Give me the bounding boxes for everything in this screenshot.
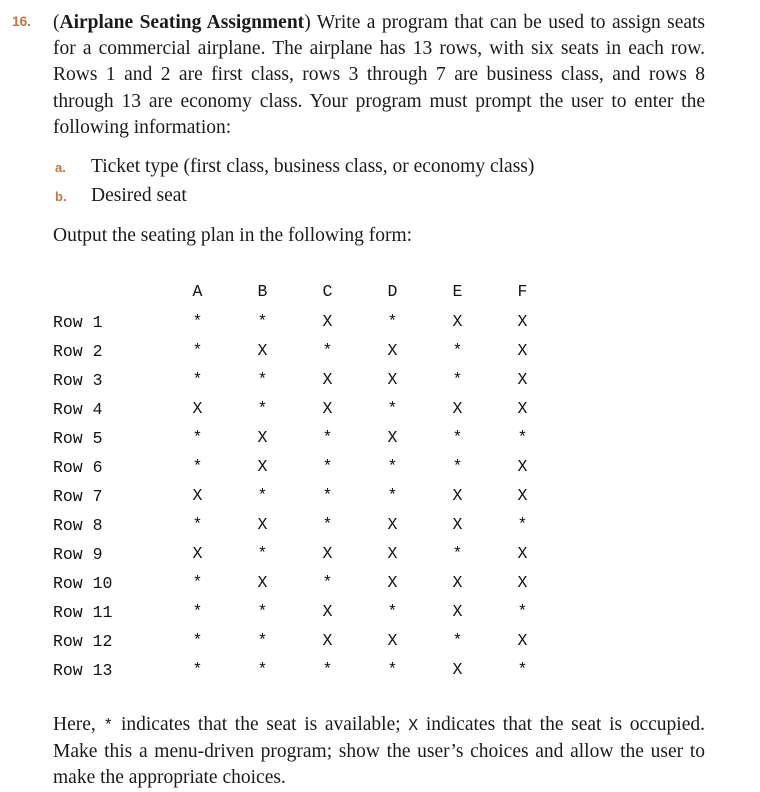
table-row — [53, 627, 555, 656]
list-item-label: Ticket type (first class, business class, or economy class) — [91, 156, 535, 178]
seating-chart-table — [53, 275, 555, 685]
row-label: Row 1 — [53, 313, 103, 333]
seat-cell-c3: X — [322, 370, 333, 390]
closing-paragraph — [53, 712, 705, 792]
seat-cell-e5: * — [452, 428, 463, 448]
seat-cell-c13: * — [322, 660, 333, 680]
seat-cell-b12: * — [257, 631, 268, 651]
seat-cell-d10: X — [387, 573, 398, 593]
table-row — [53, 656, 555, 685]
closing-text-part2: indicates that the seat is available; — [113, 714, 409, 736]
exercise-intro-paragraph — [53, 10, 705, 141]
seat-cell-a1: * — [192, 312, 203, 332]
seat-cell-f2: X — [517, 341, 528, 361]
seat-cell-f4: X — [517, 399, 528, 419]
seat-cell-a11: * — [192, 602, 203, 622]
seat-cell-d11: * — [387, 602, 398, 622]
column-header-b: B — [257, 282, 268, 302]
table-row — [53, 424, 555, 453]
seat-cell-e9: * — [452, 544, 463, 564]
exercise-block — [0, 10, 760, 792]
corner-cell — [53, 275, 165, 308]
seat-cell-a12: * — [192, 631, 203, 651]
row-label: Row 3 — [53, 371, 103, 391]
column-header-d: D — [387, 282, 398, 302]
list-item-marker: b. — [55, 189, 67, 205]
seat-cell-e7: X — [452, 486, 463, 506]
requirements-list — [53, 152, 705, 210]
seat-cell-a13: * — [192, 660, 203, 680]
seat-cell-d3: X — [387, 370, 398, 390]
seating-chart-header-row — [53, 275, 555, 308]
row-label: Row 12 — [53, 632, 113, 652]
seat-cell-b1: * — [257, 312, 268, 332]
table-row — [53, 540, 555, 569]
seat-cell-f6: X — [517, 457, 528, 477]
column-header-f: F — [517, 282, 528, 302]
table-row — [53, 482, 555, 511]
seat-cell-e13: X — [452, 660, 463, 680]
seat-cell-e12: * — [452, 631, 463, 651]
occupied-symbol: X — [408, 716, 419, 736]
seat-cell-f13: * — [517, 660, 528, 680]
column-header-e: E — [452, 282, 463, 302]
seat-cell-b4: * — [257, 399, 268, 419]
available-symbol: * — [103, 716, 114, 736]
seat-cell-e4: X — [452, 399, 463, 419]
list-item-label: Desired seat — [91, 185, 187, 207]
table-row — [53, 511, 555, 540]
seat-cell-a7: X — [192, 486, 203, 506]
seat-cell-a6: * — [192, 457, 203, 477]
seat-cell-f8: * — [517, 515, 528, 535]
seat-cell-e11: X — [452, 602, 463, 622]
column-header-c: C — [322, 282, 333, 302]
seat-cell-c11: X — [322, 602, 333, 622]
table-row — [53, 453, 555, 482]
seating-chart-body — [53, 308, 555, 685]
seat-cell-c9: X — [322, 544, 333, 564]
seat-cell-b13: * — [257, 660, 268, 680]
seat-cell-c8: * — [322, 515, 333, 535]
seat-cell-e6: * — [452, 457, 463, 477]
seat-cell-e8: X — [452, 515, 463, 535]
seat-cell-c2: * — [322, 341, 333, 361]
table-row — [53, 337, 555, 366]
seat-cell-e3: * — [452, 370, 463, 390]
row-label: Row 8 — [53, 516, 103, 536]
seat-cell-d7: * — [387, 486, 398, 506]
seat-cell-d4: * — [387, 399, 398, 419]
exercise-number: 16. — [12, 13, 31, 29]
seat-cell-b3: * — [257, 370, 268, 390]
seat-cell-b5: X — [257, 428, 268, 448]
seat-cell-a10: * — [192, 573, 203, 593]
seat-cell-b6: X — [257, 457, 268, 477]
seat-cell-f5: * — [517, 428, 528, 448]
seat-cell-d13: * — [387, 660, 398, 680]
seat-cell-d6: * — [387, 457, 398, 477]
table-row — [53, 366, 555, 395]
seat-cell-b11: * — [257, 602, 268, 622]
seating-chart-head — [53, 275, 555, 308]
seat-cell-f12: X — [517, 631, 528, 651]
title-open-paren: ( — [53, 12, 60, 33]
list-item — [53, 152, 705, 181]
seat-cell-f1: X — [517, 312, 528, 332]
row-label: Row 4 — [53, 400, 103, 420]
closing-text-part1: Here, — [53, 714, 104, 736]
seat-cell-b2: X — [257, 341, 268, 361]
seat-cell-c7: * — [322, 486, 333, 506]
seat-cell-b7: * — [257, 486, 268, 506]
seat-cell-d5: X — [387, 428, 398, 448]
seat-cell-f11: * — [517, 602, 528, 622]
seating-plan-block — [53, 275, 705, 685]
table-row — [53, 395, 555, 424]
seat-cell-e10: X — [452, 573, 463, 593]
seat-cell-f9: X — [517, 544, 528, 564]
row-label: Row 2 — [53, 342, 103, 362]
seat-cell-d8: X — [387, 515, 398, 535]
list-item — [53, 181, 705, 210]
seat-cell-a9: X — [192, 544, 203, 564]
seat-cell-a3: * — [192, 370, 203, 390]
closing-text-part3: indicates that the seat is occupied. Make this a menu-driven program; show the user’s choices and allow the user to make the appropriate choices. — [53, 714, 706, 789]
seat-cell-a5: * — [192, 428, 203, 448]
row-label: Row 9 — [53, 545, 103, 565]
row-label: Row 10 — [53, 574, 113, 594]
table-row — [53, 598, 555, 627]
seat-cell-e2: * — [452, 341, 463, 361]
seat-cell-b8: X — [257, 515, 268, 535]
exercise-intro-text: Write a program that can be used to assign seats for a commercial airplane. The airplane has 13 rows, with six seats in each row. Rows 1 and 2 are first class, rows 3 through 7 are business class, and rows 8 through 13 are economy class. Your program must prompt the user to enter the following information: — [53, 12, 706, 138]
seat-cell-c4: X — [322, 399, 333, 419]
seat-cell-a2: * — [192, 341, 203, 361]
row-label: Row 13 — [53, 661, 113, 681]
seat-cell-c5: * — [322, 428, 333, 448]
column-header-a: A — [192, 282, 203, 302]
seat-cell-c10: * — [322, 573, 333, 593]
list-item-marker: a. — [55, 160, 66, 176]
seat-cell-d9: X — [387, 544, 398, 564]
row-label: Row 5 — [53, 429, 103, 449]
seat-cell-a8: * — [192, 515, 203, 535]
table-row — [53, 569, 555, 598]
output-lead-in-paragraph: Output the seating plan in the following form: — [53, 225, 413, 247]
seat-cell-b10: X — [257, 573, 268, 593]
seat-cell-c1: X — [322, 312, 333, 332]
seat-cell-c6: * — [322, 457, 333, 477]
seat-cell-d12: X — [387, 631, 398, 651]
row-label: Row 6 — [53, 458, 103, 478]
seat-cell-a4: X — [192, 399, 203, 419]
seat-cell-c12: X — [322, 631, 333, 651]
seat-cell-b9: * — [257, 544, 268, 564]
seat-cell-f3: X — [517, 370, 528, 390]
row-label: Row 11 — [53, 603, 113, 623]
seat-cell-f10: X — [517, 573, 528, 593]
seat-cell-e1: X — [452, 312, 463, 332]
seat-cell-d1: * — [387, 312, 398, 332]
seat-cell-f7: X — [517, 486, 528, 506]
seat-cell-d2: X — [387, 341, 398, 361]
title-close-paren: ) — [304, 12, 311, 33]
row-label: Row 7 — [53, 487, 103, 507]
table-row — [53, 308, 555, 337]
exercise-title: Airplane Seating Assignment — [59, 12, 305, 33]
